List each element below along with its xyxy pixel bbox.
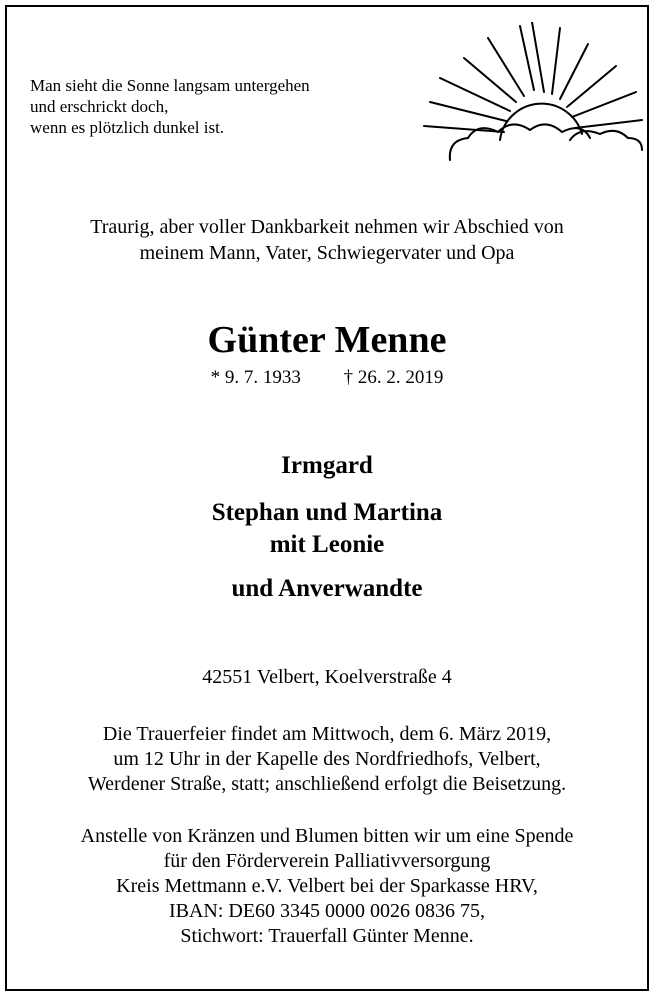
birth-date: * 9. 7. 1933 [210, 367, 301, 388]
poem-line: und erschrickt doch, [30, 97, 169, 116]
ceremony-line: Werdener Straße, statt; anschließend erfolgt die Beisetzung. [87, 773, 567, 795]
mourner-name: Irmgard [281, 452, 373, 479]
donation-line: Anstelle von Kränzen und Blumen bitten wir um eine Spende [80, 825, 574, 847]
life-dates [10, 366, 644, 390]
deceased-name: Günter Menne [207, 319, 447, 361]
poem-line: Man sieht die Sonne langsam untergehen [30, 76, 310, 95]
sun-ray [488, 38, 524, 96]
donation-info [10, 824, 644, 949]
sun-ray [464, 58, 516, 102]
sun-ray [532, 22, 544, 92]
death-date: † 26. 2. 2019 [343, 367, 444, 388]
sunset-icon [420, 22, 645, 167]
intro-line: Traurig, aber voller Dankbarkeit nehmen wir Abschied von [90, 216, 564, 238]
sun-ray [430, 102, 506, 121]
sun-ray [575, 120, 642, 128]
address: 42551 Velbert, Koelverstraße 4 [202, 666, 452, 688]
ceremony-info [10, 722, 644, 797]
donation-line: Kreis Mettmann e.V. Velbert bei der Sparkasse HRV, [116, 875, 538, 897]
mourner-name: Stephan und Martina [211, 499, 443, 526]
donation-line: für den Förderverein Palliativversorgung [163, 850, 491, 872]
sun-ray [440, 78, 510, 111]
sun-ray [560, 44, 588, 99]
ceremony-line: um 12 Uhr in der Kapelle des Nordfriedhofs, Velbert, [113, 748, 541, 770]
cloud [570, 131, 642, 150]
sun-disc [500, 104, 582, 140]
poem [30, 75, 310, 138]
mourner-name: und Anverwandte [231, 575, 423, 602]
mourner-name: mit Leonie [269, 531, 385, 558]
poem-line: wenn es plötzlich dunkel ist. [30, 118, 225, 137]
intro-line: meinem Mann, Vater, Schwiegervater und Opa [139, 242, 515, 264]
donation-line: Stichwort: Trauerfall Günter Menne. [180, 925, 474, 947]
ceremony-line: Die Trauerfeier findet am Mittwoch, dem 6. März 2019, [102, 723, 552, 745]
intro-text [10, 214, 644, 266]
sun-ray [520, 26, 534, 90]
donation-iban: IBAN: DE60 3345 0000 0026 0836 75, [168, 900, 486, 922]
sun-ray [552, 28, 560, 94]
